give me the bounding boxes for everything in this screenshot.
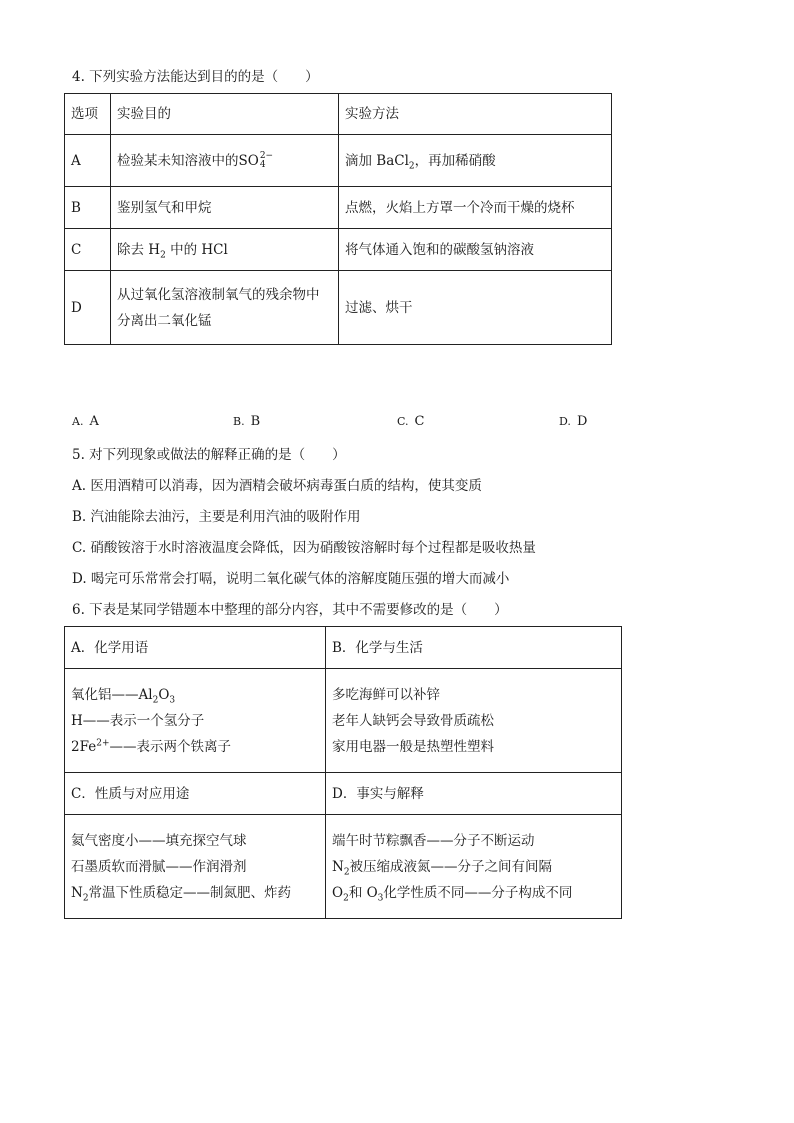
c-line-3 bbox=[71, 883, 319, 903]
option-text: D bbox=[576, 414, 588, 429]
row-key: B bbox=[65, 187, 111, 229]
option-text: A bbox=[89, 414, 99, 429]
text: 2Fe bbox=[71, 738, 97, 755]
b-line-3: 家用电器一般是热塑性塑料 bbox=[332, 738, 494, 755]
option-key: C. bbox=[397, 415, 409, 428]
a-line-2: H——表示一个氢分子 bbox=[71, 712, 205, 729]
d-line-3 bbox=[332, 883, 615, 903]
subscript: 3 bbox=[377, 893, 384, 904]
subscript: 2 bbox=[343, 867, 350, 878]
c-line-1: 氦气密度小——填充探空气球 bbox=[71, 832, 247, 849]
subscript: 2 bbox=[152, 695, 159, 706]
row-purpose bbox=[111, 229, 339, 271]
cell-b-title: B．化学与生活 bbox=[326, 627, 622, 669]
cell-a-title: A．化学用语 bbox=[65, 627, 326, 669]
row-method bbox=[339, 135, 612, 187]
table-row bbox=[65, 271, 612, 345]
text: N bbox=[332, 858, 344, 875]
header-option: 选项 bbox=[65, 94, 111, 135]
table-header-row bbox=[65, 627, 622, 669]
subscript: 4 bbox=[259, 160, 266, 170]
purpose-text: 检验某未知溶液中的SO bbox=[117, 152, 259, 169]
text: 氧化铝——Al bbox=[71, 686, 153, 703]
text: 和 O bbox=[348, 884, 378, 901]
row-method: 点燃，火焰上方罩一个冷而干燥的烧杯 bbox=[339, 187, 612, 229]
row-key: D bbox=[65, 271, 111, 345]
subscript: 2 bbox=[408, 161, 415, 172]
table-row bbox=[65, 187, 612, 229]
c-line-2: 石墨质软而滑腻——作润滑剂 bbox=[71, 858, 247, 875]
table-header-row bbox=[65, 94, 612, 135]
q4-option-b[interactable] bbox=[233, 414, 260, 429]
q4-option-a[interactable] bbox=[72, 414, 99, 429]
q5-stem: 5. 对下列现象或做法的解释正确的是（ ） bbox=[72, 447, 346, 463]
text: 化学性质不同——分子构成不同 bbox=[383, 884, 573, 901]
table-row bbox=[65, 135, 612, 187]
row-key: A bbox=[65, 135, 111, 187]
subscript: 2 bbox=[82, 893, 89, 904]
q6-table bbox=[64, 626, 622, 919]
purpose-line-2: 分离出二氧化锰 bbox=[117, 312, 212, 329]
text: O bbox=[332, 884, 344, 901]
q6-stem: 6. 下表是某同学错题本中整理的部分内容，其中不需要修改的是（ ） bbox=[72, 602, 508, 618]
cell-d-content bbox=[326, 815, 622, 919]
table-row bbox=[65, 669, 622, 773]
a-line-1 bbox=[71, 685, 319, 705]
subscript: 2 bbox=[343, 893, 349, 904]
method-text: 滴加 BaCl bbox=[345, 152, 409, 169]
row-purpose: 鉴别氢气和甲烷 bbox=[111, 187, 339, 229]
option-key: D. bbox=[559, 415, 571, 428]
text: 常温下性质稳定——制氮肥、炸药 bbox=[88, 884, 292, 901]
cell-d-title: D．事实与解释 bbox=[326, 773, 622, 815]
purpose-line-1: 从过氧化氢溶液制氧气的残余物中 bbox=[117, 286, 320, 303]
q5-choice-d[interactable]: D. 喝完可乐常常会打嗝，说明二氧化碳气体的溶解度随压强的增大而减小 bbox=[72, 571, 510, 587]
q5-choice-c[interactable]: C. 硝酸铵溶于水时溶液温度会降低，因为硝酸铵溶解时每个过程都是吸收热量 bbox=[72, 540, 536, 556]
b-line-1: 多吃海鲜可以补锌 bbox=[332, 686, 440, 703]
q4-option-c[interactable] bbox=[397, 414, 424, 429]
subscript: 2 bbox=[160, 250, 166, 261]
cell-b-content bbox=[326, 669, 622, 773]
b-line-2: 老年人缺钙会导致骨质疏松 bbox=[332, 712, 494, 729]
option-text: B bbox=[250, 414, 261, 429]
q4-stem: 4. 下列实验方法能达到目的的是（ ） bbox=[72, 69, 319, 85]
header-purpose: 实验目的 bbox=[111, 94, 339, 135]
row-purpose bbox=[111, 271, 339, 345]
cell-c-content bbox=[65, 815, 326, 919]
method-text-tail: ，再加稀硝酸 bbox=[414, 152, 496, 169]
q5-choice-b[interactable]: B. 汽油能除去油污，主要是利用汽油的吸附作用 bbox=[72, 509, 361, 525]
option-text: C bbox=[414, 414, 425, 429]
superscript: 2+ bbox=[96, 738, 110, 748]
header-method: 实验方法 bbox=[339, 94, 612, 135]
d-line-2 bbox=[332, 857, 615, 877]
superscript: 2− bbox=[259, 151, 274, 161]
text: ——表示两个铁离子 bbox=[109, 738, 231, 755]
purpose-text-tail: 中的 HCl bbox=[165, 241, 228, 258]
table-row bbox=[65, 229, 612, 271]
row-method: 将气体通入饱和的碳酸氢钠溶液 bbox=[339, 229, 612, 271]
text: N bbox=[71, 884, 83, 901]
table-header-row bbox=[65, 773, 622, 815]
table-row bbox=[65, 815, 622, 919]
text: 被压缩成液氮——分子之间有间隔 bbox=[349, 858, 553, 875]
d-line-1: 端午时节粽飘香——分子不断运动 bbox=[332, 832, 535, 849]
q5-choice-a[interactable]: A. 医用酒精可以消毒，因为酒精会破坏病毒蛋白质的结构，使其变质 bbox=[72, 478, 482, 494]
row-key: C bbox=[65, 229, 111, 271]
row-purpose bbox=[111, 135, 339, 187]
cell-c-title: C．性质与对应用途 bbox=[65, 773, 326, 815]
q4-option-d[interactable] bbox=[559, 414, 587, 429]
q4-table bbox=[64, 93, 612, 345]
purpose-text: 除去 H bbox=[117, 241, 161, 258]
option-key: B. bbox=[233, 415, 245, 428]
option-key: A. bbox=[72, 415, 84, 428]
subscript: 3 bbox=[169, 695, 176, 706]
cell-a-content bbox=[65, 669, 326, 773]
a-line-3 bbox=[71, 737, 319, 757]
row-method: 过滤、烘干 bbox=[339, 271, 612, 345]
text: O bbox=[158, 686, 170, 703]
